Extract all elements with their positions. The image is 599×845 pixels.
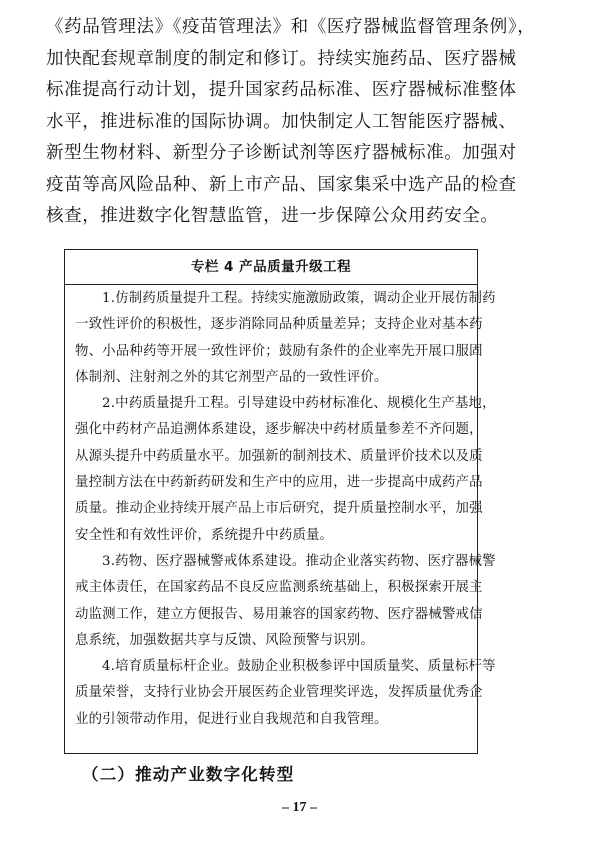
box-paragraph-1: [75, 286, 496, 391]
box-line: 强化中药材产品追溯体系建设，逐步解决中药材质量参差不齐问题，: [75, 422, 483, 438]
box-line: 戒主体责任，在国家药品不良反应监测系统基础上，积极探索开展主: [75, 580, 483, 596]
intro-line: 水平，推进标准的国际协调。加快制定人工智能医疗器械、: [46, 111, 517, 132]
box-line: 息系统，加强数据共享与反馈、风险预警与识别。: [75, 632, 374, 648]
box-line: 动监测工作，建立方便报告、易用兼容的国家药物、医疗器械警戒信: [75, 606, 483, 622]
box-line: 3.药物、医疗器械警戒体系建设。推动企业落实药物、医疗器械警: [102, 553, 496, 569]
intro-line: 疫苗等高风险品种、新上市产品、国家集采中选产品的检查: [46, 174, 517, 195]
box-paragraph-2: [75, 391, 496, 549]
box-line: 业的引领带动作用，促进行业自我规范和自我管理。: [75, 711, 388, 727]
intro-line: 《药品管理法》《疫苗管理法》和《医疗器械监督管理条例》，: [46, 17, 536, 37]
box-line: 体制剂、注射剂之外的其它剂型产品的一致性评价。: [75, 369, 388, 385]
box-line: 1.仿制药质量提升工程。持续实施激励政策，调动企业开展仿制药: [102, 291, 496, 306]
box-line: 2.中药质量提升工程。引导建设中药材标准化、规模化生产基地，: [102, 396, 496, 412]
box-line: 量控制方法在中药新药研发和生产中的应用，进一步提高中成药产品: [75, 475, 483, 491]
box-line: 一致性评价的积极性，逐步消除同品种质量差异；支持企业对基本药: [75, 317, 483, 333]
box-title: 专栏 4 产品质量升级工程: [65, 250, 477, 285]
box-line: 从源头提升中药质量水平。加强新的制剂技术、质量评价技术以及质: [75, 448, 483, 464]
box-line: 质量。推动企业持续开展产品上市后研究，提升质量控制水平，加强: [75, 501, 483, 517]
intro-paragraph: [46, 12, 561, 233]
box-line: 4.培育质量标杆企业。鼓励企业积极参评中国质量奖、质量标杆等: [102, 659, 496, 675]
box-line: 安全性和有效性评价，系统提升中药质量。: [75, 527, 334, 543]
section-heading: （二）推动产业数字化转型: [82, 765, 295, 784]
intro-line: 核查，推进数字化智慧监管，进一步保障公众用药安全。: [46, 206, 499, 226]
page-number: – 17 –: [282, 800, 317, 815]
intro-line: 加快配套规章制度的制定和修订。持续实施药品、医疗器械: [46, 48, 517, 69]
box-line: 质量荣誉，支持行业协会开展医药企业管理奖评选，发挥质量优秀企: [75, 685, 483, 701]
intro-line: 标准提高行动计划，提升国家药品标准、医疗器械标准整体: [46, 80, 517, 100]
box-line: 物、小品种药等开展一致性评价；鼓励有条件的企业率先开展口服固: [75, 343, 483, 359]
box-body: [65, 285, 496, 753]
box-paragraph-3: [75, 549, 496, 654]
intro-line: 新型生物材料、新型分子诊断试剂等医疗器械标准。加强对: [46, 143, 517, 163]
sidebar-box-column-4: [64, 249, 496, 754]
box-paragraph-4: [75, 654, 496, 733]
